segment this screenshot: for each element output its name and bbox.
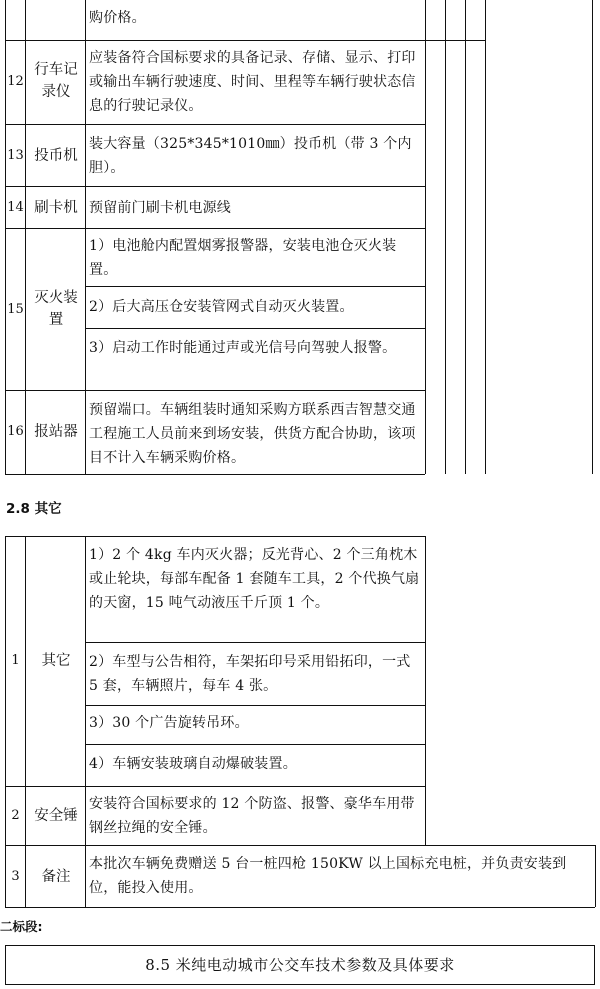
table-rule — [5, 186, 425, 187]
table-rule — [595, 845, 596, 907]
requirement-text: 3）30 个广告旋转吊环。 — [89, 715, 249, 731]
item-name: 投币机 — [34, 148, 78, 164]
table-rule — [25, 0, 26, 474]
table-rule — [425, 0, 426, 474]
row-number: 3 — [11, 869, 20, 884]
table-rule — [465, 0, 466, 474]
item-name: 其它 — [41, 653, 71, 669]
row-number: 15 — [7, 302, 24, 317]
table-rule — [85, 744, 425, 745]
table-rule — [485, 0, 486, 474]
lot-title: 8.5 米纯电动城市公交车技术参数及具体要求 — [145, 956, 455, 974]
row-number: 12 — [7, 74, 24, 89]
table-rule — [5, 536, 425, 537]
row-number: 14 — [7, 200, 24, 215]
requirement-text: 4）车辆安装玻璃自动爆破装置。 — [89, 756, 297, 772]
table-rule — [5, 845, 595, 846]
table-rule — [85, 536, 86, 907]
cell-text: 购价格。 — [89, 10, 146, 26]
row-number: 1 — [11, 653, 20, 668]
item-name: 报站器 — [34, 424, 78, 440]
table-rule — [5, 40, 485, 41]
table-rule — [5, 390, 425, 391]
table-rule — [5, 786, 425, 787]
table-rule — [5, 907, 595, 908]
table-rule — [85, 642, 425, 643]
requirement-text: 安装符合国标要求的 12 个防盗、报警、豪华车用带钢丝拉绳的安全锤。 — [89, 796, 415, 836]
requirement-text: 本批次车辆免费赠送 5 台一桩四枪 150KW 以上国标充电桩，并负责安装到位，能投入使用。 — [89, 856, 567, 896]
table-rule — [25, 536, 26, 907]
item-name: 刷卡机 — [34, 200, 78, 216]
table-rule — [5, 474, 425, 475]
requirement-text: 3）启动工作时能通过声或光信号向驾驶人报警。 — [89, 340, 397, 356]
item-name: 灭火装置 — [34, 290, 78, 328]
requirement-text: 1）2 个 4kg 车内灭火器；反光背心、2 个三角枕木或止轮块，每部车配备 1 套随车工具，2 个代换气扇的天窗，15 吨气动液压千斤顶 1 个。 — [89, 547, 420, 611]
table-rule — [85, 0, 86, 474]
table-rule — [5, 0, 6, 474]
requirement-text: 1）电池舱内配置烟雾报警器，安装电池仓灭火装置。 — [89, 238, 397, 278]
requirement-text: 预留前门刷卡机电源线 — [89, 200, 231, 216]
item-name: 备注 — [41, 869, 71, 885]
table-rule — [5, 536, 6, 907]
table-rule — [5, 124, 425, 125]
row-number: 13 — [7, 148, 24, 163]
table-rule — [85, 286, 425, 287]
requirement-text: 2）车型与公告相符，车架拓印号采用铅拓印，一式 5 套，车辆照片，每车 4 张。 — [89, 654, 411, 694]
lot-title-box — [5, 945, 595, 985]
lot-label: 二标段: — [0, 919, 43, 934]
row-number: 2 — [11, 808, 20, 823]
row-number: 16 — [7, 424, 24, 439]
table-rule — [425, 536, 426, 845]
table-rule — [5, 228, 425, 229]
table-rule — [85, 328, 425, 329]
table-rule — [445, 0, 446, 474]
table-rule — [85, 705, 425, 706]
requirement-text: 预留端口。车辆组装时通知采购方联系西吉智慧交通工程施工人员前来到场安装，供货方配合协助，该项目不计入车辆采购价格。 — [89, 402, 416, 466]
requirement-text: 应装备符合国标要求的具备记录、存储、显示、打印或输出车辆行驶速度、时间、里程等车辆行驶状态信息的行驶记录仪。 — [89, 50, 416, 114]
item-name: 行车记录仪 — [34, 62, 78, 100]
item-name: 安全锤 — [34, 808, 78, 824]
table-rule — [592, 0, 593, 474]
section-title: 2.8 其它 — [6, 501, 62, 517]
requirement-text: 2）后大高压仓安装管网式自动灭火装置。 — [89, 299, 354, 315]
requirement-text: 装大容量（325*345*1010㎜）投币机（带 3 个内胆）。 — [89, 136, 412, 176]
